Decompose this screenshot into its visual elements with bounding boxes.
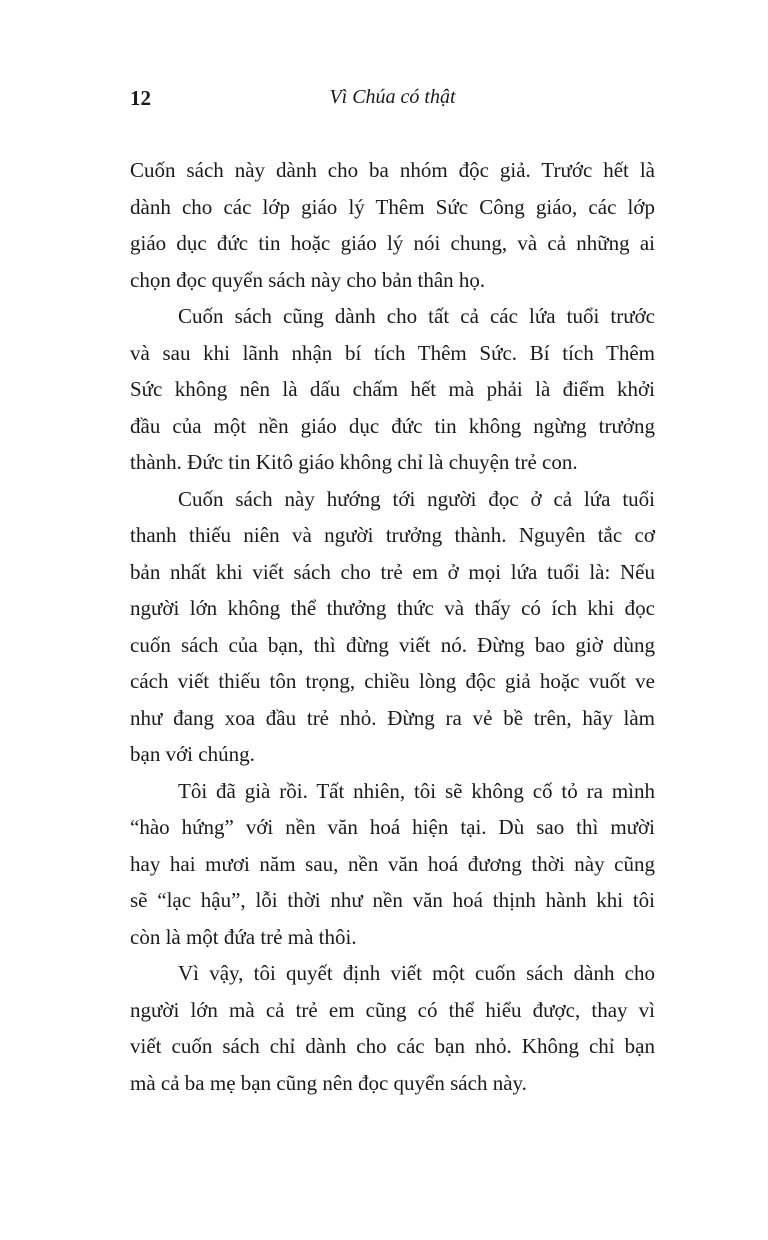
text-line: hay hai mươi năm sau, nền văn hoá đương thời này cũng <box>130 851 655 876</box>
text-line: “hào hứng” với nền văn hoá hiện tại. Dù sao thì mười <box>130 815 655 839</box>
text-line: dành cho các lớp giáo lý Thêm Sức Công giáo, các lớp <box>130 194 655 219</box>
text-line: đầu của một nền giáo dục đức tin không ngừng trưởng <box>130 413 655 438</box>
text-line: giáo dục đức tin hoặc giáo lý nói chung, và cả những ai <box>130 231 655 255</box>
text-line: người lớn không thể thưởng thức và thấy có ích khi đọc <box>130 596 655 620</box>
page-number: 12 <box>130 86 151 110</box>
paragraph <box>130 152 655 298</box>
text-line: Cuốn sách cũng dành cho tất cả các lứa tuổi trước <box>178 304 655 328</box>
text-line: chọn đọc quyển sách này cho bản thân họ. <box>130 267 486 292</box>
text-line: Sức không nên là dấu chấm hết mà phải là điểm khởi <box>130 377 655 401</box>
text-line: như đang xoa đầu trẻ nhỏ. Đừng ra vẻ bề trên, hãy làm <box>130 705 655 730</box>
paragraph <box>130 773 655 956</box>
text-line: viết cuốn sách chỉ dành cho các bạn nhỏ. Không chỉ bạn <box>130 1034 655 1058</box>
text-line: sẽ “lạc hậu”, lỗi thời như nền văn hoá thịnh hành khi tôi <box>130 888 655 912</box>
text-line: Cuốn sách này hướng tới người đọc ở cả lứa tuổi <box>178 486 655 511</box>
text-line: Cuốn sách này dành cho ba nhóm độc giả. Trước hết là <box>130 158 655 182</box>
text-line: Vì vậy, tôi quyết định viết một cuốn sách dành cho <box>178 961 655 985</box>
text-line: cuốn sách của bạn, thì đừng viết nó. Đừng bao giờ dùng <box>130 632 655 657</box>
paragraph <box>130 481 655 773</box>
text-line: bản nhất khi viết sách cho trẻ em ở mọi lứa tuổi là: Nếu <box>130 559 655 584</box>
paragraph <box>130 955 655 1101</box>
paragraph <box>130 298 655 481</box>
text-line: còn là một đứa trẻ mà thôi. <box>130 924 357 949</box>
text-line: thành. Đức tin Kitô giáo không chỉ là chuyện trẻ con. <box>130 450 578 474</box>
text-line: bạn với chúng. <box>130 742 255 766</box>
body-text <box>130 152 655 1101</box>
text-line: thanh thiếu niên và người trưởng thành. Nguyên tắc cơ <box>130 523 655 547</box>
text-line: cách viết thiếu tôn trọng, chiều lòng độc giả hoặc vuốt ve <box>130 669 655 693</box>
text-line: người lớn mà cả trẻ em cũng có thể hiểu được, thay vì <box>130 997 655 1022</box>
page-header <box>130 86 655 116</box>
text-line: mà cả ba mẹ bạn cũng nên đọc quyển sách này. <box>130 1070 527 1095</box>
running-title: Vì Chúa có thật <box>329 86 456 108</box>
text-line: Tôi đã già rồi. Tất nhiên, tôi sẽ không cố tỏ ra mình <box>178 778 655 803</box>
text-line: và sau khi lãnh nhận bí tích Thêm Sức. Bí tích Thêm <box>130 340 655 365</box>
